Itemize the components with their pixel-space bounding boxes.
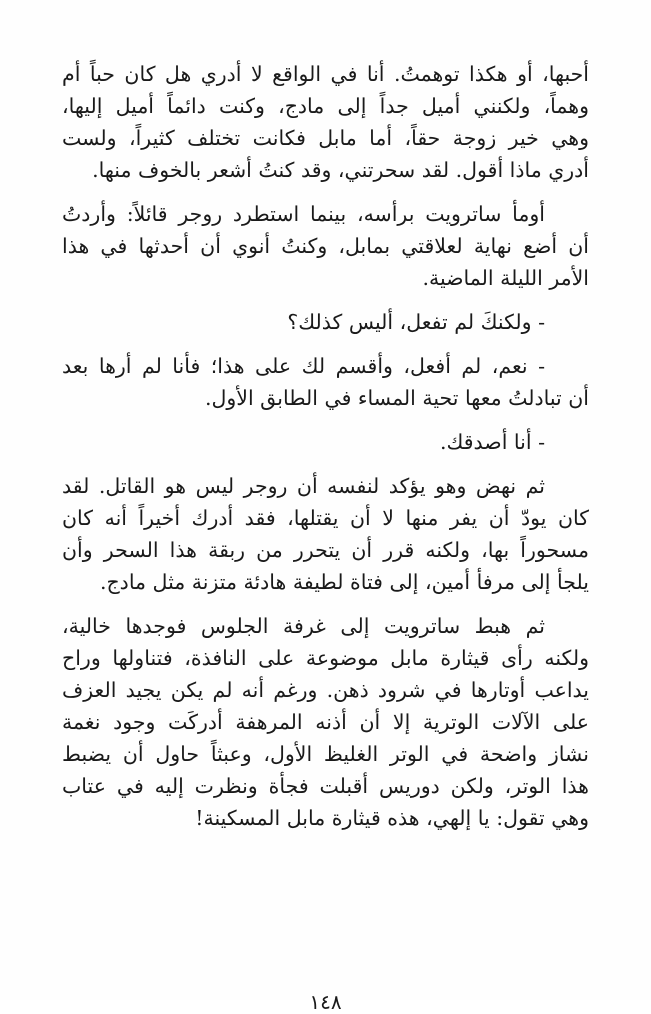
text-line: أحبها، أو هكذا توهمتُ. أنا في الواقع لا أدري هل كان حباً أم	[62, 62, 589, 86]
body-text	[62, 58, 589, 834]
dialogue-paragraph	[62, 306, 589, 338]
text-line: - أنا أصدقك.	[439, 430, 545, 454]
text-line: يلجأ إلى مرفأ أمين، إلى فتاة لطيفة هادئة متزنة مثل مادج.	[99, 570, 589, 594]
text-line: ولكنه رأى قيثارة مابل موضوعة على النافذة، فتناولها وراح	[62, 646, 589, 670]
text-line: أدري ماذا أقول. لقد سحرتني، وقد كنتُ أشعر بالخوف منها.	[92, 158, 589, 182]
text-line: - نعم، لم أفعل، وأقسم لك على هذا؛ فأنا لم أرها بعد	[62, 354, 545, 378]
text-line: - ولكنكَ لم تفعل، أليس كذلك؟	[287, 310, 545, 334]
text-line: على الآلات الوترية إلا أن أذنه المرهفة أدركَت وجود نغمة	[62, 710, 589, 734]
text-line: يداعب أوتارها في شرود ذهن. ورغم أنه لم يكن يجيد العزف	[62, 678, 589, 702]
text-line: الأمر الليلة الماضية.	[422, 266, 589, 290]
text-line: وهي تقول: يا إلهي، هذه قيثارة مابل المسكينة!	[195, 806, 589, 830]
text-line: أومأ ساترويت برأسه، بينما استطرد روجر قائلاً: وأردتُ	[62, 202, 545, 226]
paragraph	[62, 198, 589, 294]
text-line: أن أضع نهاية لعلاقتي بمابل، وكنتُ أنوي أن أحدثها في هذا	[62, 234, 589, 258]
text-line: وهماً، ولكنني أميل جداً إلى مادج، وكنت دائماً أميل إليها،	[62, 94, 589, 118]
dialogue-paragraph	[62, 426, 589, 458]
text-line: هذا الوتر، ولكن دوريس أقبلت فجأة ونظرت إليه في عتاب	[62, 774, 589, 798]
text-line: ثم هبط ساترويت إلى غرفة الجلوس فوجدها خالية،	[62, 614, 545, 638]
paragraph	[62, 610, 589, 834]
paragraph	[62, 470, 589, 598]
dialogue-paragraph	[62, 350, 589, 414]
text-line: أن تبادلتُ معها تحية المساء في الطابق الأول.	[204, 386, 589, 410]
page-number: ١٤٨	[309, 990, 342, 1014]
paragraph	[62, 58, 589, 186]
text-line: مسحوراً بها، ولكنه قرر أن يتحرر من ربقة هذا السحر وأن	[62, 538, 589, 562]
text-line: ثم نهض وهو يؤكد لنفسه أن روجر ليس هو القاتل. لقد	[62, 474, 545, 498]
text-line: نشاز واضحة في الوتر الغليظ الأول، وعبثاً حاول أن يضبط	[62, 742, 589, 766]
text-line: كان يودّ أن يفر منها لا أن يقتلها، فقد أدرك أخيراً أنه كان	[62, 506, 589, 530]
text-line: وهي خير زوجة حقاً، أما مابل فكانت تختلف كثيراً، ولست	[62, 126, 589, 150]
